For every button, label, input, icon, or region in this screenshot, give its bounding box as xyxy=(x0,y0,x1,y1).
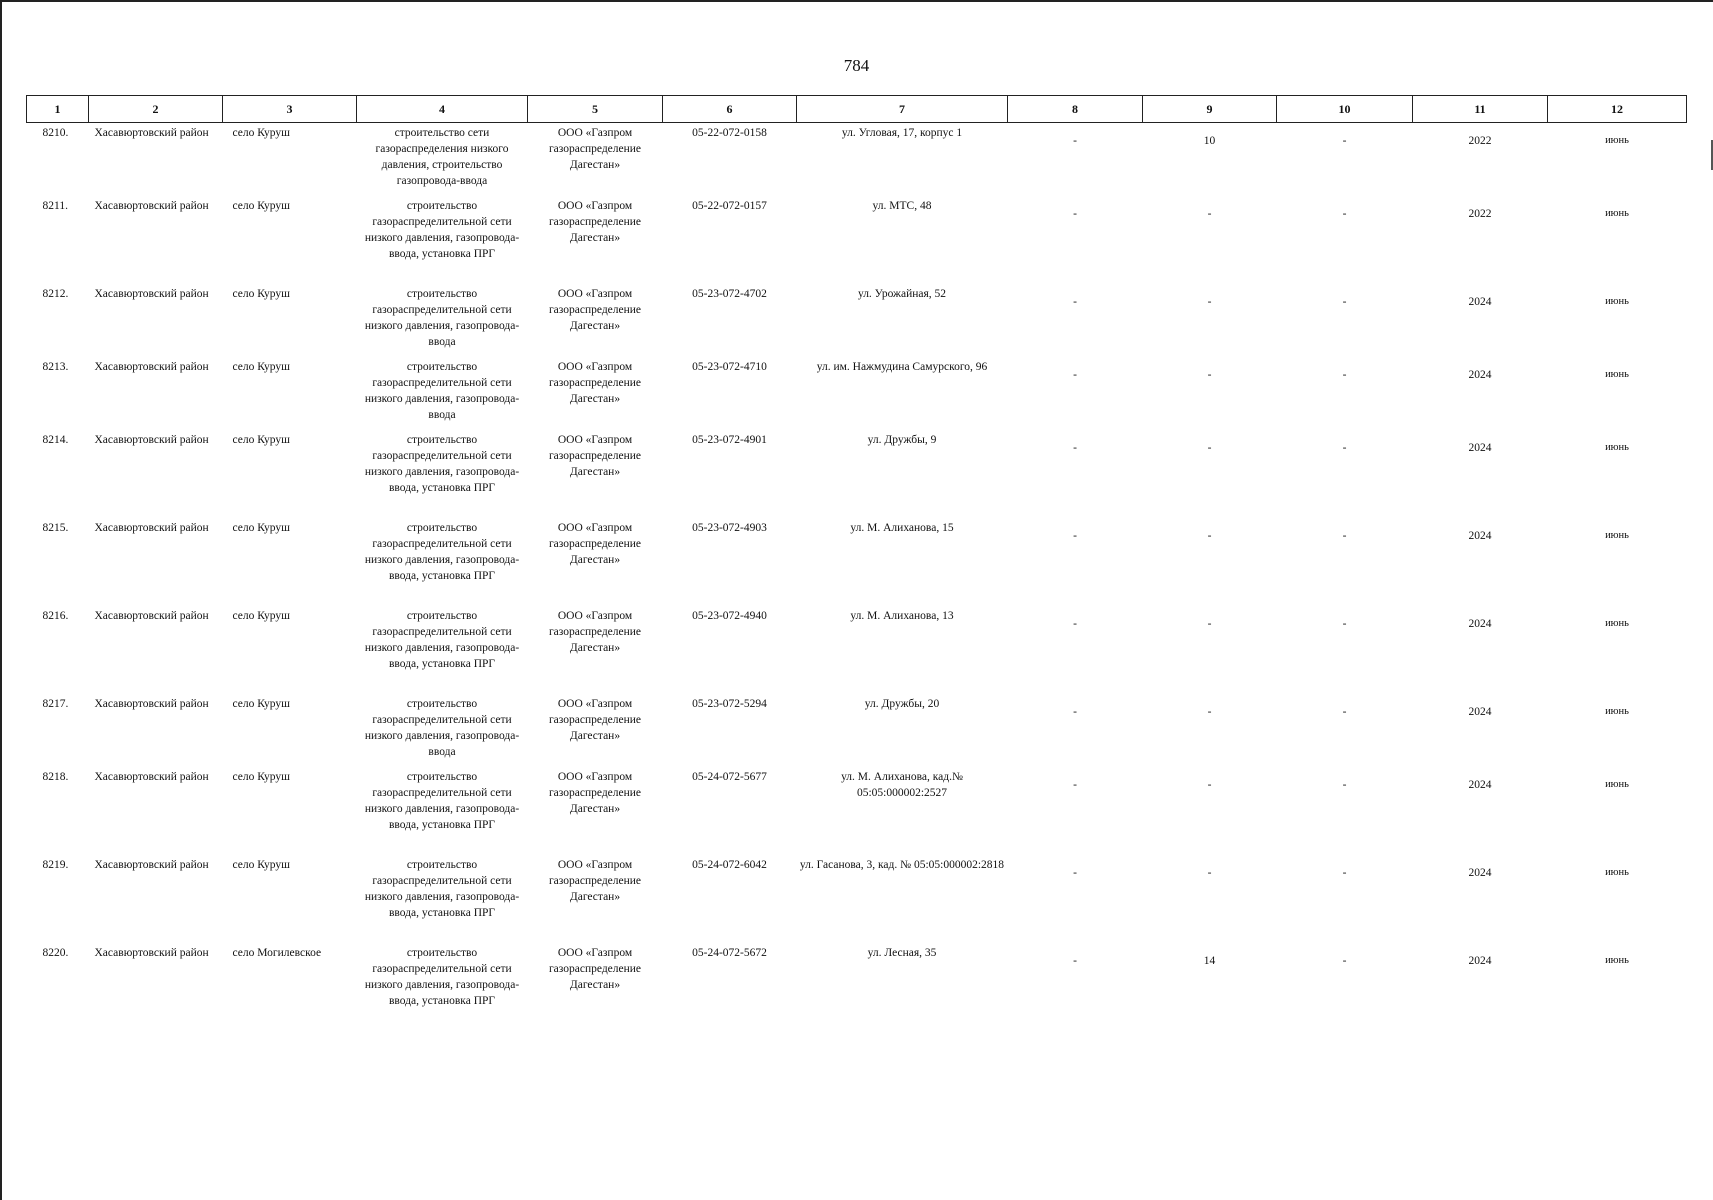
year-cell: 2022 xyxy=(1468,207,1492,220)
table-row xyxy=(27,196,1687,284)
work-description-cell: строительство газораспределительной сети низкого давления, газопровода-ввода, установка ПРГ xyxy=(364,521,520,582)
column-8-cell: - xyxy=(1073,207,1077,220)
address-cell: ул. М. Алиханова, 13 xyxy=(850,609,954,622)
organization-cell: ООО «Газпром газораспределение Дагестан» xyxy=(548,287,642,332)
organization-cell: ООО «Газпром газораспределение Дагестан» xyxy=(548,433,642,478)
settlement-cell: село Куруш xyxy=(232,770,290,783)
table-row xyxy=(27,123,1687,196)
object-code-cell: 05-24-072-5672 xyxy=(692,946,767,959)
header-row xyxy=(27,96,1687,123)
column-header-2: 2 xyxy=(89,96,223,123)
column-10-cell: - xyxy=(1342,207,1347,220)
month-cell: июнь xyxy=(1605,207,1629,219)
column-10-cell: - xyxy=(1342,866,1347,879)
year-cell: 2022 xyxy=(1468,135,1492,147)
settlement-cell: село Куруш xyxy=(232,521,290,534)
column-8-cell: - xyxy=(1073,778,1077,791)
year-cell: 2024 xyxy=(1468,866,1492,879)
object-code-cell: 05-23-072-5294 xyxy=(692,697,767,710)
work-description-cell: строительство газораспределительной сети низкого давления, газопровода-ввода xyxy=(364,360,520,421)
object-code-cell: 05-22-072-0158 xyxy=(692,127,767,139)
column-10-cell: - xyxy=(1342,368,1347,381)
work-description-cell: строительство газораспределительной сети низкого давления, газопровода-ввода, установка ПРГ xyxy=(364,946,520,1007)
table-row xyxy=(27,606,1687,694)
object-code-cell: 05-23-072-4903 xyxy=(692,521,767,534)
address-cell: ул. им. Нажмудина Самурского, 96 xyxy=(816,360,988,373)
organization-cell: ООО «Газпром газораспределение Дагестан» xyxy=(548,199,642,244)
settlement-cell: село Куруш xyxy=(232,199,290,212)
column-header-8: 8 xyxy=(1008,96,1143,123)
year-cell: 2024 xyxy=(1468,529,1492,542)
column-9-cell: - xyxy=(1207,441,1212,454)
district-cell: Хасавюртовский район xyxy=(94,287,209,300)
column-9-cell: - xyxy=(1207,778,1212,791)
column-header-7: 7 xyxy=(797,96,1008,123)
work-description-cell: строительство газораспределительной сети низкого давления, газопровода-ввода, установка ПРГ xyxy=(364,858,520,919)
column-10-cell: - xyxy=(1342,617,1347,630)
row-number: 8213. xyxy=(42,360,69,373)
table-row xyxy=(27,943,1687,1031)
work-description-cell: строительство газораспределительной сети низкого давления, газопровода-ввода xyxy=(364,697,520,758)
row-number: 8214. xyxy=(42,433,69,446)
address-cell: ул. М. Алиханова, 15 xyxy=(850,521,954,534)
column-header-1: 1 xyxy=(27,96,89,123)
year-cell: 2024 xyxy=(1468,295,1492,308)
table-header xyxy=(27,96,1687,123)
object-code-cell: 05-22-072-0157 xyxy=(692,199,767,212)
year-cell: 2024 xyxy=(1468,441,1492,454)
year-cell: 2024 xyxy=(1468,368,1492,381)
row-number: 8218. xyxy=(42,770,69,783)
district-cell: Хасавюртовский район xyxy=(94,946,209,959)
month-cell: июнь xyxy=(1605,705,1629,717)
column-8-cell: - xyxy=(1073,368,1077,381)
organization-cell: ООО «Газпром газораспределение Дагестан» xyxy=(548,697,642,742)
year-cell: 2024 xyxy=(1468,954,1492,967)
district-cell: Хасавюртовский район xyxy=(94,697,209,710)
table-row xyxy=(27,357,1687,430)
settlement-cell: село Куруш xyxy=(232,287,290,300)
district-cell: Хасавюртовский район xyxy=(94,199,209,212)
column-9-cell: 14 xyxy=(1203,954,1216,967)
column-9-cell: - xyxy=(1207,705,1212,718)
table-row xyxy=(27,855,1687,943)
row-number: 8220. xyxy=(42,946,69,959)
column-9-cell: - xyxy=(1207,617,1212,630)
month-cell: июнь xyxy=(1605,866,1629,878)
organization-cell: ООО «Газпром газораспределение Дагестан» xyxy=(548,609,642,654)
month-cell: июнь xyxy=(1605,617,1629,629)
district-cell: Хасавюртовский район xyxy=(94,360,209,373)
column-header-9: 9 xyxy=(1143,96,1277,123)
settlement-cell: село Куруш xyxy=(232,858,290,871)
settlement-cell: село Куруш xyxy=(232,609,290,622)
table-row xyxy=(27,430,1687,518)
work-description-cell: строительство газораспределительной сети низкого давления, газопровода-ввода, установка ПРГ xyxy=(364,433,520,494)
object-code-cell: 05-24-072-5677 xyxy=(692,770,767,783)
column-8-cell: - xyxy=(1073,617,1077,630)
address-cell: ул. Лесная, 35 xyxy=(867,946,937,959)
district-cell: Хасавюртовский район xyxy=(94,858,209,871)
column-header-12: 12 xyxy=(1548,96,1687,123)
object-code-cell: 05-23-072-4710 xyxy=(692,360,767,373)
column-9-cell: - xyxy=(1207,368,1212,381)
year-cell: 2024 xyxy=(1468,705,1492,718)
column-header-6: 6 xyxy=(663,96,797,123)
month-cell: июнь xyxy=(1605,441,1629,453)
district-cell: Хасавюртовский район xyxy=(94,433,209,446)
page-top-border xyxy=(0,0,1713,2)
work-description-cell: строительство газораспределительной сети низкого давления, газопровода-ввода xyxy=(364,287,520,348)
settlement-cell: село Могилевское xyxy=(232,946,322,959)
month-cell: июнь xyxy=(1605,368,1629,380)
address-cell: ул. МТС, 48 xyxy=(872,199,932,212)
column-10-cell: - xyxy=(1342,295,1347,308)
month-cell: июнь xyxy=(1605,135,1629,146)
column-10-cell: - xyxy=(1342,441,1347,454)
address-cell: ул. Гасанова, 3, кад. № 05:05:000002:2818 xyxy=(799,858,1005,871)
address-cell: ул. Угловая, 17, корпус 1 xyxy=(841,127,963,139)
address-cell: ул. Дружбы, 20 xyxy=(864,697,940,710)
column-8-cell: - xyxy=(1073,954,1077,967)
table-body xyxy=(27,123,1687,1031)
column-header-3: 3 xyxy=(223,96,357,123)
address-cell: ул. Урожайная, 52 xyxy=(857,287,947,300)
column-9-cell: - xyxy=(1207,529,1212,542)
month-cell: июнь xyxy=(1605,529,1629,541)
column-8-cell: - xyxy=(1073,135,1077,147)
organization-cell: ООО «Газпром газораспределение Дагестан» xyxy=(548,521,642,566)
district-cell: Хасавюртовский район xyxy=(94,521,209,534)
gasification-plan-table xyxy=(26,95,1687,1031)
column-10-cell: - xyxy=(1342,135,1347,147)
column-10-cell: - xyxy=(1342,954,1347,967)
work-description-cell: строительство газораспределительной сети низкого давления, газопровода-ввода, установка ПРГ xyxy=(364,770,520,831)
address-cell: ул. М. Алиханова, кад.№ 05:05:000002:2527 xyxy=(841,770,963,799)
settlement-cell: село Куруш xyxy=(232,433,290,446)
settlement-cell: село Куруш xyxy=(232,127,290,139)
column-header-5: 5 xyxy=(528,96,663,123)
column-8-cell: - xyxy=(1073,441,1077,454)
table-row xyxy=(27,694,1687,767)
row-number: 8211. xyxy=(42,199,68,212)
month-cell: июнь xyxy=(1605,778,1629,790)
row-number: 8210. xyxy=(42,127,69,139)
year-cell: 2024 xyxy=(1468,617,1492,630)
column-10-cell: - xyxy=(1342,705,1347,718)
object-code-cell: 05-24-072-6042 xyxy=(692,858,767,871)
column-8-cell: - xyxy=(1073,529,1077,542)
object-code-cell: 05-23-072-4702 xyxy=(692,287,767,300)
district-cell: Хасавюртовский район xyxy=(94,770,209,783)
settlement-cell: село Куруш xyxy=(232,360,290,373)
organization-cell: ООО «Газпром газораспределение Дагестан» xyxy=(548,946,642,991)
work-description-cell: строительство газораспределительной сети низкого давления, газопровода-ввода, установка ПРГ xyxy=(364,199,520,260)
settlement-cell: село Куруш xyxy=(232,697,290,710)
column-8-cell: - xyxy=(1073,295,1077,308)
year-cell: 2024 xyxy=(1468,778,1492,791)
district-cell: Хасавюртовский район xyxy=(94,127,209,139)
table-row xyxy=(27,518,1687,606)
row-number: 8215. xyxy=(42,521,69,534)
column-8-cell: - xyxy=(1073,705,1077,718)
page-number: 784 xyxy=(843,56,870,75)
column-8-cell: - xyxy=(1073,866,1077,879)
column-9-cell: - xyxy=(1207,866,1212,879)
organization-cell: ООО «Газпром газораспределение Дагестан» xyxy=(548,858,642,903)
organization-cell: ООО «Газпром газораспределение Дагестан» xyxy=(548,770,642,815)
work-description-cell: строительство газораспределительной сети низкого давления, газопровода-ввода, установка ПРГ xyxy=(364,609,520,670)
month-cell: июнь xyxy=(1605,295,1629,307)
column-header-11: 11 xyxy=(1413,96,1548,123)
row-number: 8217. xyxy=(42,697,69,710)
address-cell: ул. Дружбы, 9 xyxy=(867,433,937,446)
object-code-cell: 05-23-072-4940 xyxy=(692,609,767,622)
table-row xyxy=(27,284,1687,357)
column-header-4: 4 xyxy=(357,96,528,123)
column-10-cell: - xyxy=(1342,529,1347,542)
column-9-cell: 10 xyxy=(1203,135,1216,147)
column-9-cell: - xyxy=(1207,207,1212,220)
column-9-cell: - xyxy=(1207,295,1212,308)
month-cell: июнь xyxy=(1605,954,1629,966)
table-row xyxy=(27,767,1687,855)
organization-cell: ООО «Газпром газораспределение Дагестан» xyxy=(548,360,642,405)
page-left-border xyxy=(0,0,2,1200)
district-cell: Хасавюртовский район xyxy=(94,609,209,622)
row-number: 8212. xyxy=(42,287,69,300)
row-number: 8216. xyxy=(42,609,69,622)
work-description-cell: строительство сети газораспределения низкого давления, строительство газопровода-ввода xyxy=(375,127,509,187)
column-10-cell: - xyxy=(1342,778,1347,791)
organization-cell: ООО «Газпром газораспределение Дагестан» xyxy=(548,127,642,171)
row-number: 8219. xyxy=(42,858,69,871)
object-code-cell: 05-23-072-4901 xyxy=(692,433,767,446)
column-header-10: 10 xyxy=(1277,96,1413,123)
